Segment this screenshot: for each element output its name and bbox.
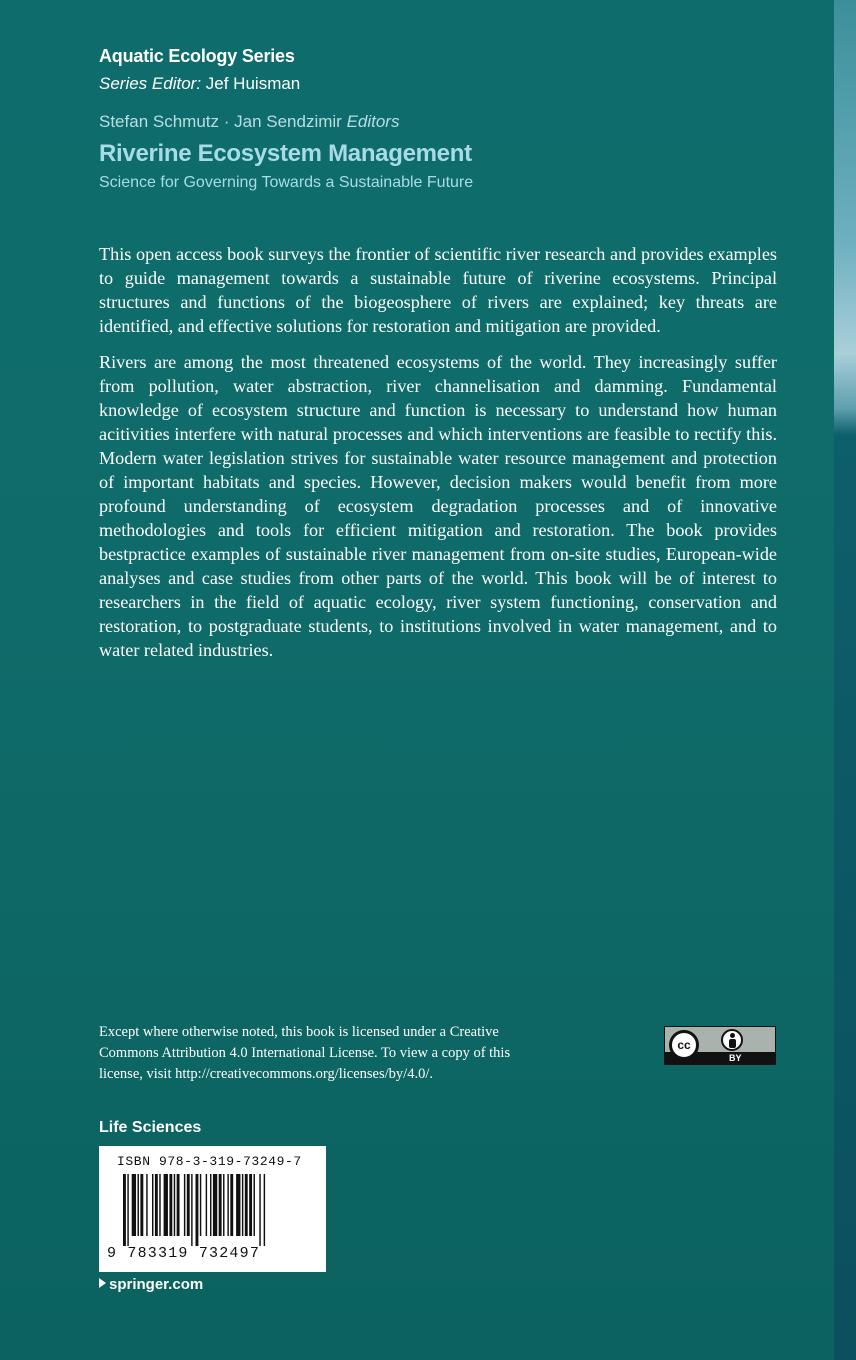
barcode-bar [174,1174,175,1236]
barcode-bar [200,1174,201,1236]
book-editors [99,112,399,132]
barcode-bar [236,1174,240,1236]
series-editor-label: Series Editor: [99,74,202,93]
barcode-bar [219,1174,222,1236]
barcode-bar [210,1174,211,1236]
cc-by-license-badge[interactable] [664,1026,776,1065]
subject-category: Life Sciences [99,1119,202,1136]
barcode-bar [155,1174,158,1236]
barcode-bar [187,1174,190,1236]
barcode-bar [146,1174,147,1236]
barcode-bar [132,1174,136,1236]
barcode-bar [164,1174,168,1236]
creative-commons-icon: cc [669,1030,699,1060]
barcode-bar [152,1174,153,1236]
barcode-bar [245,1174,248,1236]
barcode-icon [123,1174,303,1246]
editors-role: Editors [346,112,400,131]
barcode-bar [242,1174,243,1236]
barcode-bar [264,1174,265,1246]
isbn-label: ISBN 978-3-319-73249-7 [117,1154,302,1169]
isbn-barcode [99,1146,326,1272]
description-paragraph: Rivers are among the most threatened ecosystems of the world. They increasingly suffer from pollution, water abstraction, river channelisation and damming. Fundamental knowledge of ecosystem structure and function is necessary to understand how human acitivities interfere with natural processes and which interventions are feasible to rectify this. Modern water legislation strives for sustainable water resource management and protection of important habitats and species. However, decision makers would benefit from more profound understanding of ecosystem degradation processes and of innovative methodologies and tools for efficient mitigation and restoration. The book provides bestpractice examples of sustainable river management from on-site studies, European-wide analyses and case studies from other parts of the world. This book will be of interest to researchers in the field of aquatic ecology, river system functioning, conservation and restoration, to postgraduate students, to institutions involved in water management, and to water related industries. [99,352,777,660]
barcode-bar [140,1174,143,1236]
barcode-bar [249,1174,252,1236]
website-label: springer.com [109,1276,204,1293]
publisher-website[interactable] [99,1276,203,1293]
book-title: Riverine Ecosystem Management [99,140,472,167]
arrow-right-icon [99,1278,106,1288]
barcode-bar [213,1174,217,1236]
editors-names: Stefan Schmutz · Jan Sendzimir [99,112,342,131]
barcode-bar [230,1174,233,1236]
barcode-bar [169,1174,172,1236]
barcode-bar [123,1174,126,1246]
barcode-bar [254,1174,255,1236]
badge-by-label: BY [729,1053,742,1063]
barcode-bar [127,1174,128,1246]
barcode-bar [206,1174,207,1236]
book-description [99,242,777,674]
series-editor-name: Jef Huisman [205,74,301,93]
barcode-bar [196,1174,199,1246]
barcode-bar [223,1174,224,1236]
series-editor [99,74,300,94]
series-title: Aquatic Ecology Series [99,46,295,66]
license-notice: Except where otherwise noted, this book is licensed under a Creative Commons Attribution 4.0 International License. To view a copy of this license, visit http://creativecommons.org/licenses/by/4.0/. [99,1024,511,1082]
barcode-bar [259,1174,260,1246]
barcode-bar [227,1174,228,1236]
book-subtitle: Science for Governing Towards a Sustainable Future [99,174,474,191]
barcode-bar [138,1174,139,1236]
barcode-digits: 9 783319 732497 [107,1245,261,1262]
attribution-person-icon [721,1029,743,1051]
barcode-bar [177,1174,180,1236]
barcode-bar [191,1174,192,1246]
cover-edge-strip [834,0,856,1360]
barcode-bar [184,1174,185,1236]
barcode-bar [159,1174,160,1236]
description-paragraph: This open access book surveys the frontier of scientific river research and provides examples to guide management towards a sustainable future of riverine ecosystems. Principal structures and functions of the biogeosphere of rivers are explained; key threats are identified, and effective solutions for restoration and mitigation are provided. [99,244,777,336]
